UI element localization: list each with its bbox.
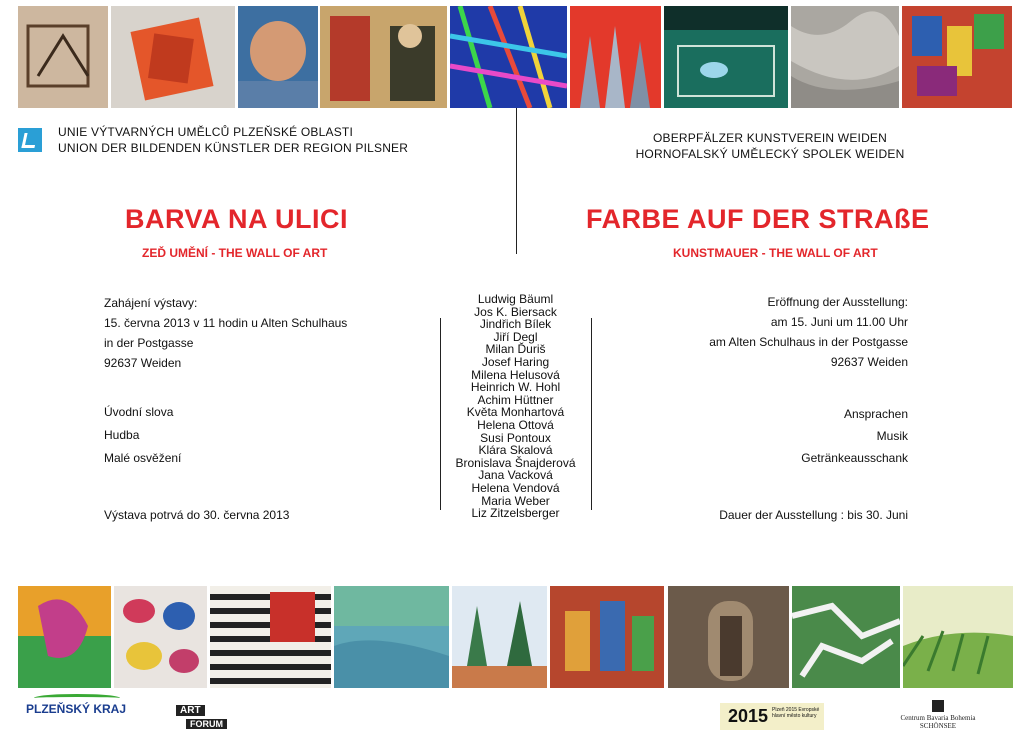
artwork-thumbnail <box>903 586 1013 688</box>
org-left-cz: UNIE VÝTVARNÝCH UMĚLCŮ PLZEŇSKÉ OBLASTI <box>58 125 353 139</box>
artist-name: Květa Monhartová <box>466 405 565 420</box>
swoosh-icon <box>34 694 120 702</box>
uvu-logo <box>18 128 42 152</box>
artist-name: Milena Helusová <box>471 367 560 382</box>
program-item: Hudba <box>104 428 140 442</box>
opening-label: Eröffnung der Ausstellung: <box>767 295 908 309</box>
artists-divider-right <box>591 318 592 510</box>
artwork-thumbnail <box>320 6 447 108</box>
artwork-thumbnail <box>18 6 108 108</box>
org-right <box>620 130 920 162</box>
subtitle-czech: ZEĎ UMĚNÍ - THE WALL OF ART <box>142 246 328 260</box>
artist-name: Helena Vendová <box>471 480 560 495</box>
artwork-thumbnail <box>111 6 235 108</box>
program-item: Getränkeausschank <box>801 451 908 465</box>
org-left-de: UNION DER BILDENDEN KÜNSTLER DER REGION PILSNER <box>58 141 409 155</box>
artist-name: Ludwig Bäuml <box>477 292 554 306</box>
program-item: Úvodní slova <box>104 405 174 419</box>
art-forum-line1: ART <box>176 705 205 716</box>
duration-german: Dauer der Ausstellung : bis 30. Juni <box>719 508 908 522</box>
artist-name: Achim Hüttner <box>477 392 554 407</box>
artist-name: Heinrich W. Hohl <box>470 380 561 395</box>
artist-name: Josef Haring <box>481 354 550 369</box>
center-divider <box>516 108 517 254</box>
opening-date: 15. června 2013 v 11 hodin u Alten Schulhaus <box>104 316 348 330</box>
title-german: FARBE AUF DER STRAßE <box>586 204 930 234</box>
artwork-thumbnail <box>452 586 547 688</box>
artwork-thumbnail <box>550 586 664 688</box>
program-german <box>620 403 908 469</box>
artist-name: Maria Weber <box>481 493 550 508</box>
artwork-thumbnail <box>792 586 900 688</box>
program-czech <box>104 401 181 470</box>
plzen-2015-number: 2015 <box>728 706 769 726</box>
program-item: Ansprachen <box>843 407 908 421</box>
plzensky-kraj-logo <box>26 702 126 716</box>
artist-name: Liz Zitzelsberger <box>471 506 560 521</box>
artwork-thumbnail <box>791 6 899 108</box>
cbb-line2: SCHÖNSEE <box>919 722 957 730</box>
opening-place: am Alten Schulhaus in der Postgasse <box>709 335 908 349</box>
artist-name: Jos K. Biersack <box>474 304 557 319</box>
plzen-2015-logo <box>720 703 824 730</box>
opening-label: Zahájení výstavy: <box>104 296 198 310</box>
artwork-thumbnail <box>334 586 449 688</box>
artwork-thumbnail <box>210 586 331 688</box>
artist-name: Klára Skalová <box>478 443 553 458</box>
bottom-artwork-strip <box>0 586 1024 688</box>
opening-info-german <box>620 292 908 372</box>
artwork-thumbnail <box>18 586 111 688</box>
artwork-thumbnail <box>664 6 788 108</box>
artist-name: Jiří Degl <box>493 329 538 344</box>
duration-czech: Výstava potrvá do 30. června 2013 <box>104 508 290 522</box>
top-artwork-strip <box>0 6 1024 108</box>
artwork-thumbnail <box>902 6 1012 108</box>
org-left <box>58 124 408 156</box>
artwork-thumbnail <box>114 586 207 688</box>
subtitle-german: KUNSTMAUER - THE WALL OF ART <box>673 246 878 260</box>
plzensky-kraj-text: PLZEŇSKÝ KRAJ <box>26 702 127 716</box>
art-forum-logo <box>176 705 248 731</box>
artist-name: Jindřich Bílek <box>479 317 552 332</box>
cbb-mark-icon <box>932 700 944 712</box>
program-item: Malé osvěžení <box>104 451 182 465</box>
org-right-cz: HORNOFALSKÝ UMĚLECKÝ SPOLEK WEIDEN <box>635 147 905 161</box>
artwork-thumbnail <box>570 6 661 108</box>
opening-date: am 15. Juni um 11.00 Uhr <box>770 315 908 329</box>
art-forum-line2: FORUM <box>186 719 227 729</box>
title-czech: BARVA NA ULICI <box>125 204 348 234</box>
artist-name: Milan Ďuriš <box>485 342 546 357</box>
cbb-line1: Centrum Bavaria Bohemia <box>900 714 976 722</box>
artwork-thumbnail <box>238 6 318 108</box>
artist-list <box>444 293 587 520</box>
opening-city: 92637 Weiden <box>830 355 908 369</box>
centrum-bavaria-bohemia-logo <box>890 700 986 730</box>
plzen-2015-caption: Plzeň 2015 Evropské hlavní město kultury <box>772 707 820 719</box>
artist-name: Helena Ottová <box>477 417 554 432</box>
artist-name: Susi Pontoux <box>480 430 551 445</box>
org-right-de: OBERPFÄLZER KUNSTVEREIN WEIDEN <box>652 131 888 145</box>
opening-info-czech <box>104 293 347 373</box>
opening-city: 92637 Weiden <box>104 356 182 370</box>
opening-street: in der Postgasse <box>104 336 194 350</box>
artwork-thumbnail <box>668 586 789 688</box>
program-item: Musik <box>876 429 908 443</box>
artist-name: Jana Vacková <box>478 468 553 483</box>
artwork-thumbnail <box>450 6 567 108</box>
artists-divider-left <box>440 318 441 510</box>
artist-name: Bronislava Šnajderová <box>455 455 576 470</box>
